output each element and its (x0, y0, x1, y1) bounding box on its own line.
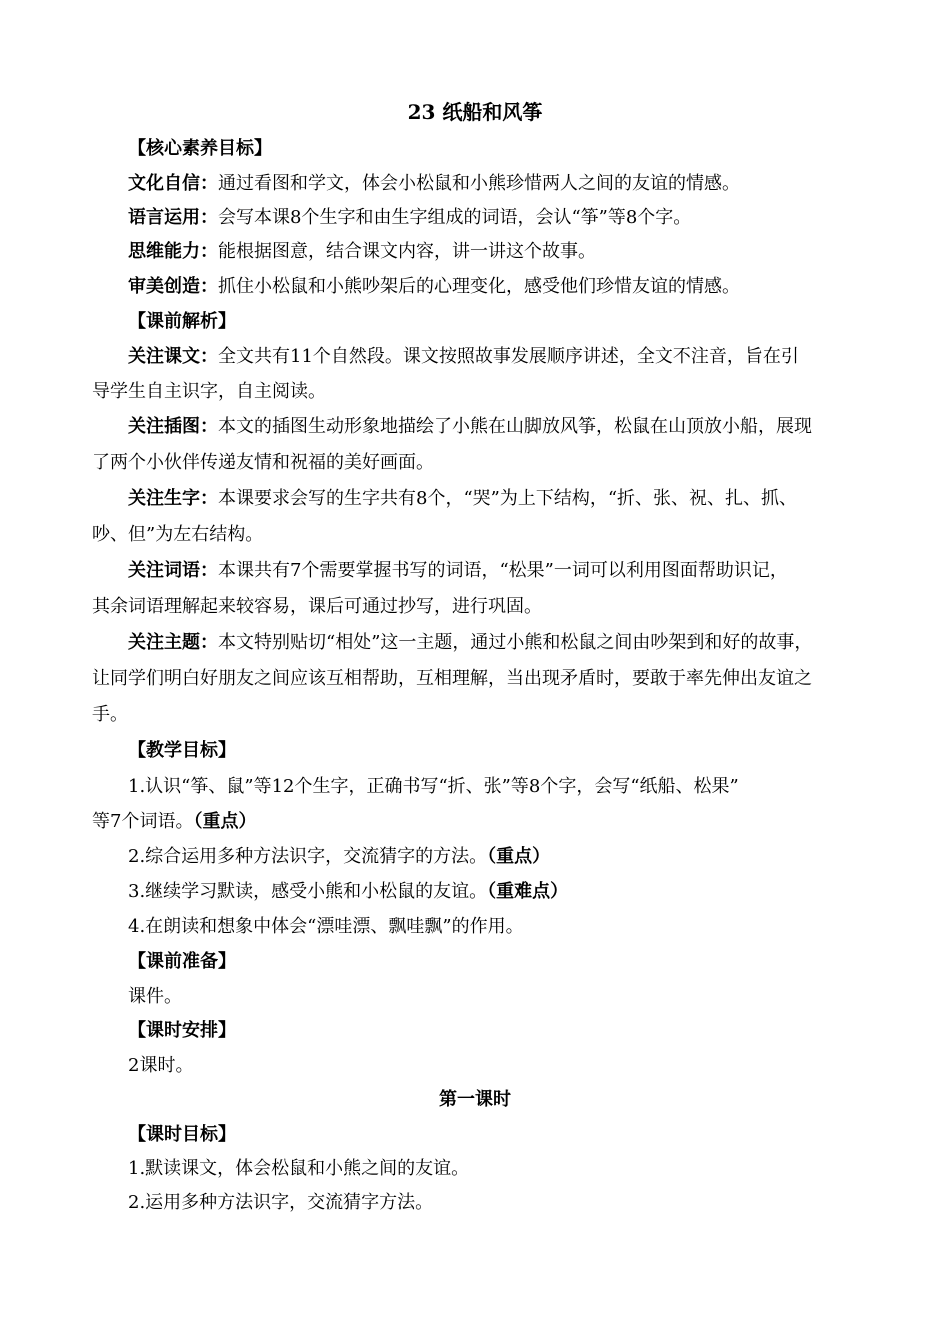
teaching-goal-item (128, 880, 568, 904)
item-text: 本文的插图生动形象地描绘了小熊在山脚放风筝，松鼠在山顶放小船，展现 (218, 416, 812, 437)
item-text: 本课共有7个需要掌握书写的词语，“松果”一词可以利用图面帮助识记， (218, 560, 788, 581)
item-text: 2.综合运用多种方法识字，交流猜字的方法。 (128, 846, 488, 867)
item-text: 能根据图意，结合课文内容，讲一讲这个故事。 (218, 241, 596, 262)
priority-tag: （重难点） (487, 881, 569, 902)
section-heading-lesson-goals: 【课时目标】 (128, 1124, 236, 1145)
item-text: 3.继续学习默读，感受小熊和小松鼠的友谊。 (128, 881, 488, 902)
priority-tag: （重点） (193, 811, 257, 832)
priority-tag: （重点） (487, 846, 551, 867)
core-goal-item (128, 240, 596, 264)
item-label: 关注主题： (128, 632, 218, 653)
core-goal-item (128, 172, 740, 196)
analysis-item-continuation: 手。 (92, 704, 128, 725)
preparation-text: 课件。 (128, 986, 182, 1007)
section-heading-core-goals: 【核心素养目标】 (128, 138, 272, 159)
item-text: 通过看图和学文，体会小松鼠和小熊珍惜两人之间的友谊的情感。 (218, 173, 740, 194)
analysis-item (128, 559, 788, 583)
analysis-item-continuation: 其余词语理解起来较容易，课后可通过抄写，进行巩固。 (92, 596, 542, 617)
section-heading-schedule: 【课时安排】 (128, 1020, 236, 1041)
analysis-item-continuation: 让同学们明白好朋友之间应该互相帮助，互相理解，当出现矛盾时，要敢于率先伸出友谊之 (92, 668, 812, 689)
lesson-title: 第一课时 (439, 1089, 511, 1110)
item-text: 会写本课8个生字和由生字组成的词语，会认“筝”等8个字。 (218, 207, 692, 228)
teaching-goal-item (128, 845, 550, 869)
item-label: 思维能力： (128, 241, 218, 262)
page-title: 23 纸船和风筝 (407, 100, 543, 124)
item-label: 文化自信： (128, 173, 218, 194)
analysis-item (128, 631, 812, 655)
teaching-goal-continuation (92, 810, 256, 834)
item-text: 本课要求会写的生字共有8个，“哭”为上下结构，“折、张、祝、扎、抓、 (218, 488, 798, 509)
schedule-text: 2课时。 (128, 1055, 194, 1076)
analysis-item-continuation: 了两个小伙伴传递友情和祝福的美好画面。 (92, 452, 434, 473)
item-label: 审美创造： (128, 276, 218, 297)
analysis-item (128, 345, 799, 369)
teaching-goal-item: 4.在朗读和想象中体会“漂哇漂、飘哇飘”的作用。 (128, 916, 524, 937)
lesson-goal-item: 2.运用多种方法识字，交流猜字方法。 (128, 1192, 434, 1213)
item-text: 本文特别贴切“相处”这一主题，通过小熊和松鼠之间由吵架到和好的故事， (218, 632, 813, 653)
analysis-item (128, 487, 797, 511)
analysis-item-continuation: 吵、但”为左右结构。 (92, 524, 264, 545)
item-label: 语言运用： (128, 207, 218, 228)
analysis-item (128, 415, 812, 439)
teaching-goal-item: 1.认识“筝、鼠”等12个生字，正确书写“折、张”等8个字，会写“纸船、松果” (128, 776, 739, 797)
lesson-goal-item: 1.默读课文，体会松鼠和小熊之间的友谊。 (128, 1158, 470, 1179)
analysis-item-continuation: 导学生自主识字，自主阅读。 (92, 381, 326, 402)
item-label: 关注生字： (128, 488, 218, 509)
item-text: 抓住小松鼠和小熊吵架后的心理变化，感受他们珍惜友谊的情感。 (218, 276, 740, 297)
section-heading-analysis: 【课前解析】 (128, 311, 236, 332)
section-heading-preparation: 【课前准备】 (128, 951, 236, 972)
item-label: 关注词语： (128, 560, 218, 581)
core-goal-item (128, 275, 740, 299)
item-label: 关注课文： (128, 346, 218, 367)
item-text: 等7个词语。 (92, 811, 194, 832)
item-label: 关注插图： (128, 416, 218, 437)
core-goal-item (128, 206, 691, 230)
section-heading-teaching-goals: 【教学目标】 (128, 740, 236, 761)
item-text: 全文共有11个自然段。课文按照故事发展顺序讲述，全文不注音，旨在引 (218, 346, 799, 367)
